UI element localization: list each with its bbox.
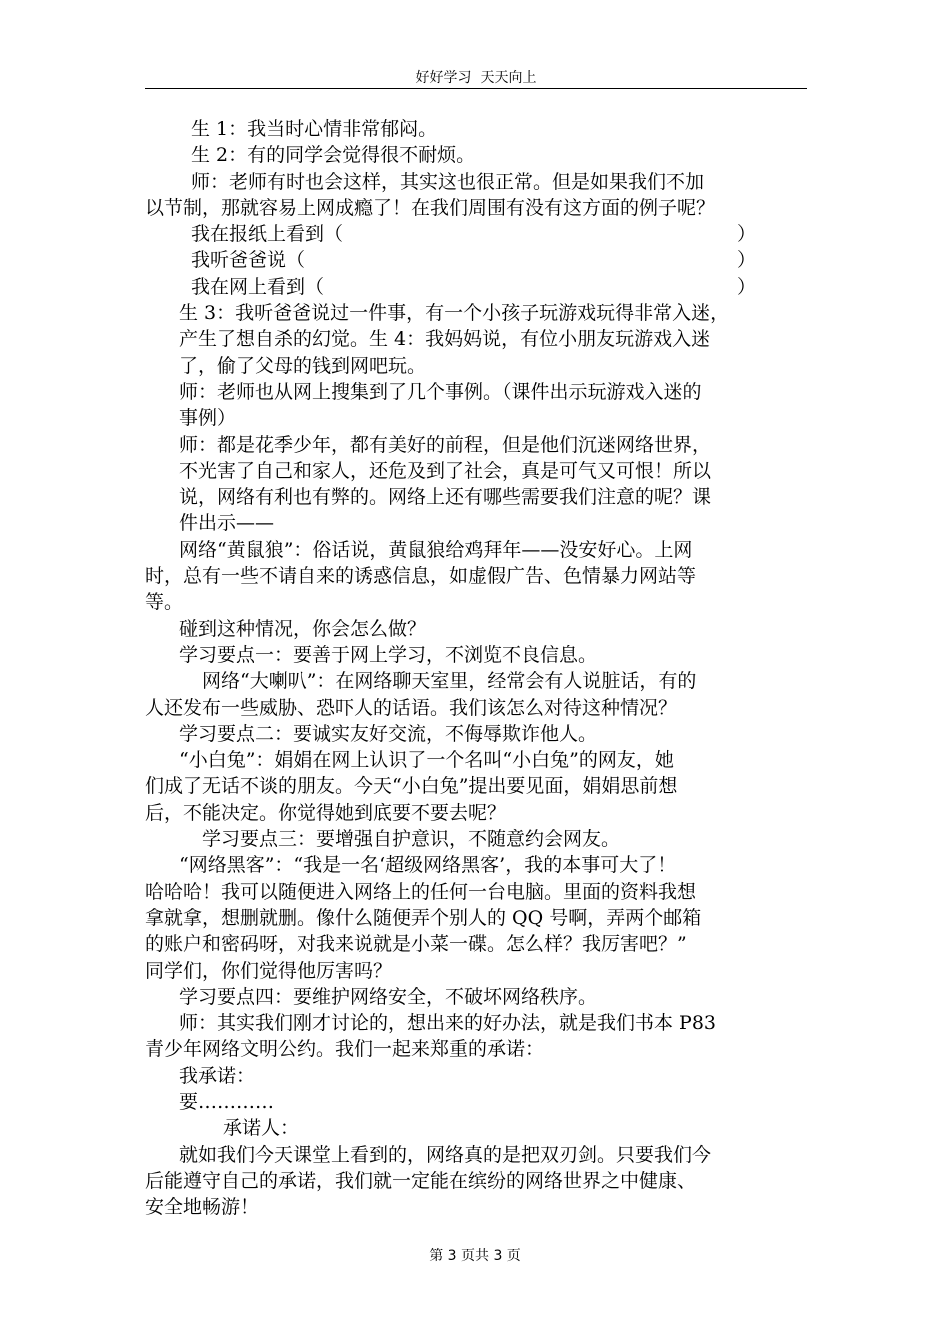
text-line: “小白兔”：娟娟在网上认识了一个名叫“小白兔”的网友，她 <box>179 749 674 772</box>
text-line: 的账户和密码呀，对我来说就是小菜一碟。怎么样？我厉害吧？” <box>145 933 687 956</box>
text-line: 要………… <box>179 1090 275 1113</box>
text-line: 师：老师也从网上搜集到了几个事例。（课件出示玩游戏入迷的 <box>179 380 702 403</box>
text-line: 事例） <box>179 407 237 430</box>
document-body <box>145 116 813 1220</box>
blank-prompt: 我听爸爸说（ <box>191 249 306 272</box>
text-line: 生 2：有的同学会觉得很不耐烦。 <box>191 144 476 167</box>
key-point: 学习要点三：要增强自护意识，不随意约会网友。 <box>202 828 621 851</box>
text-line: “网络黑客”：“我是一名‘超级网络黑客’，我的本事可大了！ <box>179 854 677 877</box>
key-point: 学习要点二：要诚实友好交流，不侮辱欺诈他人。 <box>179 722 598 745</box>
blank-close-paren: ） <box>737 275 757 298</box>
fill-blank-line <box>145 247 813 273</box>
text-line: 生 1：我当时心情非常郁闷。 <box>191 118 438 140</box>
text-line: 了，偷了父母的钱到网吧玩。 <box>179 354 427 377</box>
fill-blank-line <box>145 274 813 300</box>
text-line: 就如我们今天课堂上看到的，网络真的是把双刃剑。只要我们今 <box>179 1143 712 1166</box>
text-line: 安全地畅游！ <box>145 1196 260 1219</box>
text-line: 师：老师有时也会这样，其实这也很正常。但是如果我们不加 <box>191 170 705 193</box>
text-line: 青少年网络文明公约。我们一起来郑重的承诺： <box>145 1038 545 1061</box>
text-line: 哈哈哈！我可以随便进入网络上的任何一台电脑。里面的资料我想 <box>145 880 697 903</box>
text-line: 碰到这种情况，你会怎么做？ <box>179 617 427 640</box>
text-line: 件出示—— <box>179 512 275 535</box>
text-line: 拿就拿，想删就删。像什么随便弄个别人的 QQ 号啊，弄两个邮箱 <box>145 906 702 929</box>
blank-prompt: 我在报纸上看到（ <box>191 223 344 246</box>
page-header: 好好学习 天天向上 <box>415 70 537 86</box>
text-line: 后，不能决定。你觉得她到底要不要去呢？ <box>145 801 507 824</box>
text-line: 网络“大喇叭”：在网络聊天室里，经常会有人说脏话，有的 <box>202 670 697 693</box>
key-point: 学习要点一：要善于网上学习，不浏览不良信息。 <box>179 643 598 666</box>
text-line: 们成了无话不谈的朋友。今天“小白兔”提出要见面，娟娟思前想 <box>145 775 678 798</box>
text-line: 网络“黄鼠狼”：俗话说，黄鼠狼给鸡拜年——没安好心。上网 <box>179 538 693 561</box>
key-point: 学习要点四：要维护网络安全，不破坏网络秩序。 <box>179 985 598 1008</box>
page-footer: 第 3 页共 3 页 <box>429 1248 521 1264</box>
text-line: 说，网络有利也有弊的。网络上还有哪些需要我们注意的呢？课 <box>179 486 712 509</box>
blank-close-paren: ） <box>737 249 757 272</box>
text-line: 后能遵守自己的承诺，我们就一定能在缤纷的网络世界之中健康、 <box>145 1169 697 1192</box>
text-line: 师：都是花季少年，都有美好的前程，但是他们沉迷网络世界， <box>179 433 712 456</box>
text-line: 承诺人： <box>223 1117 300 1140</box>
text-line: 不光害了自己和家人，还危及到了社会，真是可气又可恨！所以 <box>179 459 712 482</box>
text-line: 时，总有一些不请自来的诱惑信息，如虚假广告、色情暴力网站等 <box>145 565 697 588</box>
blank-prompt: 我在网上看到（ <box>191 275 325 298</box>
text-line: 等。 <box>145 591 184 614</box>
header-rule <box>145 88 807 89</box>
blank-close-paren: ） <box>737 223 757 246</box>
text-line: 以节制，那就容易上网成瘾了！在我们周围有没有这方面的例子呢？ <box>145 196 716 219</box>
text-line: 师：其实我们刚才讨论的，想出来的好办法，就是我们书本 P83 <box>179 1012 717 1035</box>
text-line: 产生了想自杀的幻觉。生 4：我妈妈说，有位小朋友玩游戏入迷 <box>179 328 711 351</box>
text-line: 人还发布一些威胁、恐吓人的话语。我们该怎么对待这种情况？ <box>145 696 678 719</box>
fill-blank-line <box>145 221 813 247</box>
text-line: 同学们，你们觉得他厉害吗？ <box>145 959 393 982</box>
text-line: 生 3：我听爸爸说过一件事，有一个小孩子玩游戏玩得非常入迷， <box>179 302 730 325</box>
text-line: 我承诺： <box>179 1064 256 1087</box>
